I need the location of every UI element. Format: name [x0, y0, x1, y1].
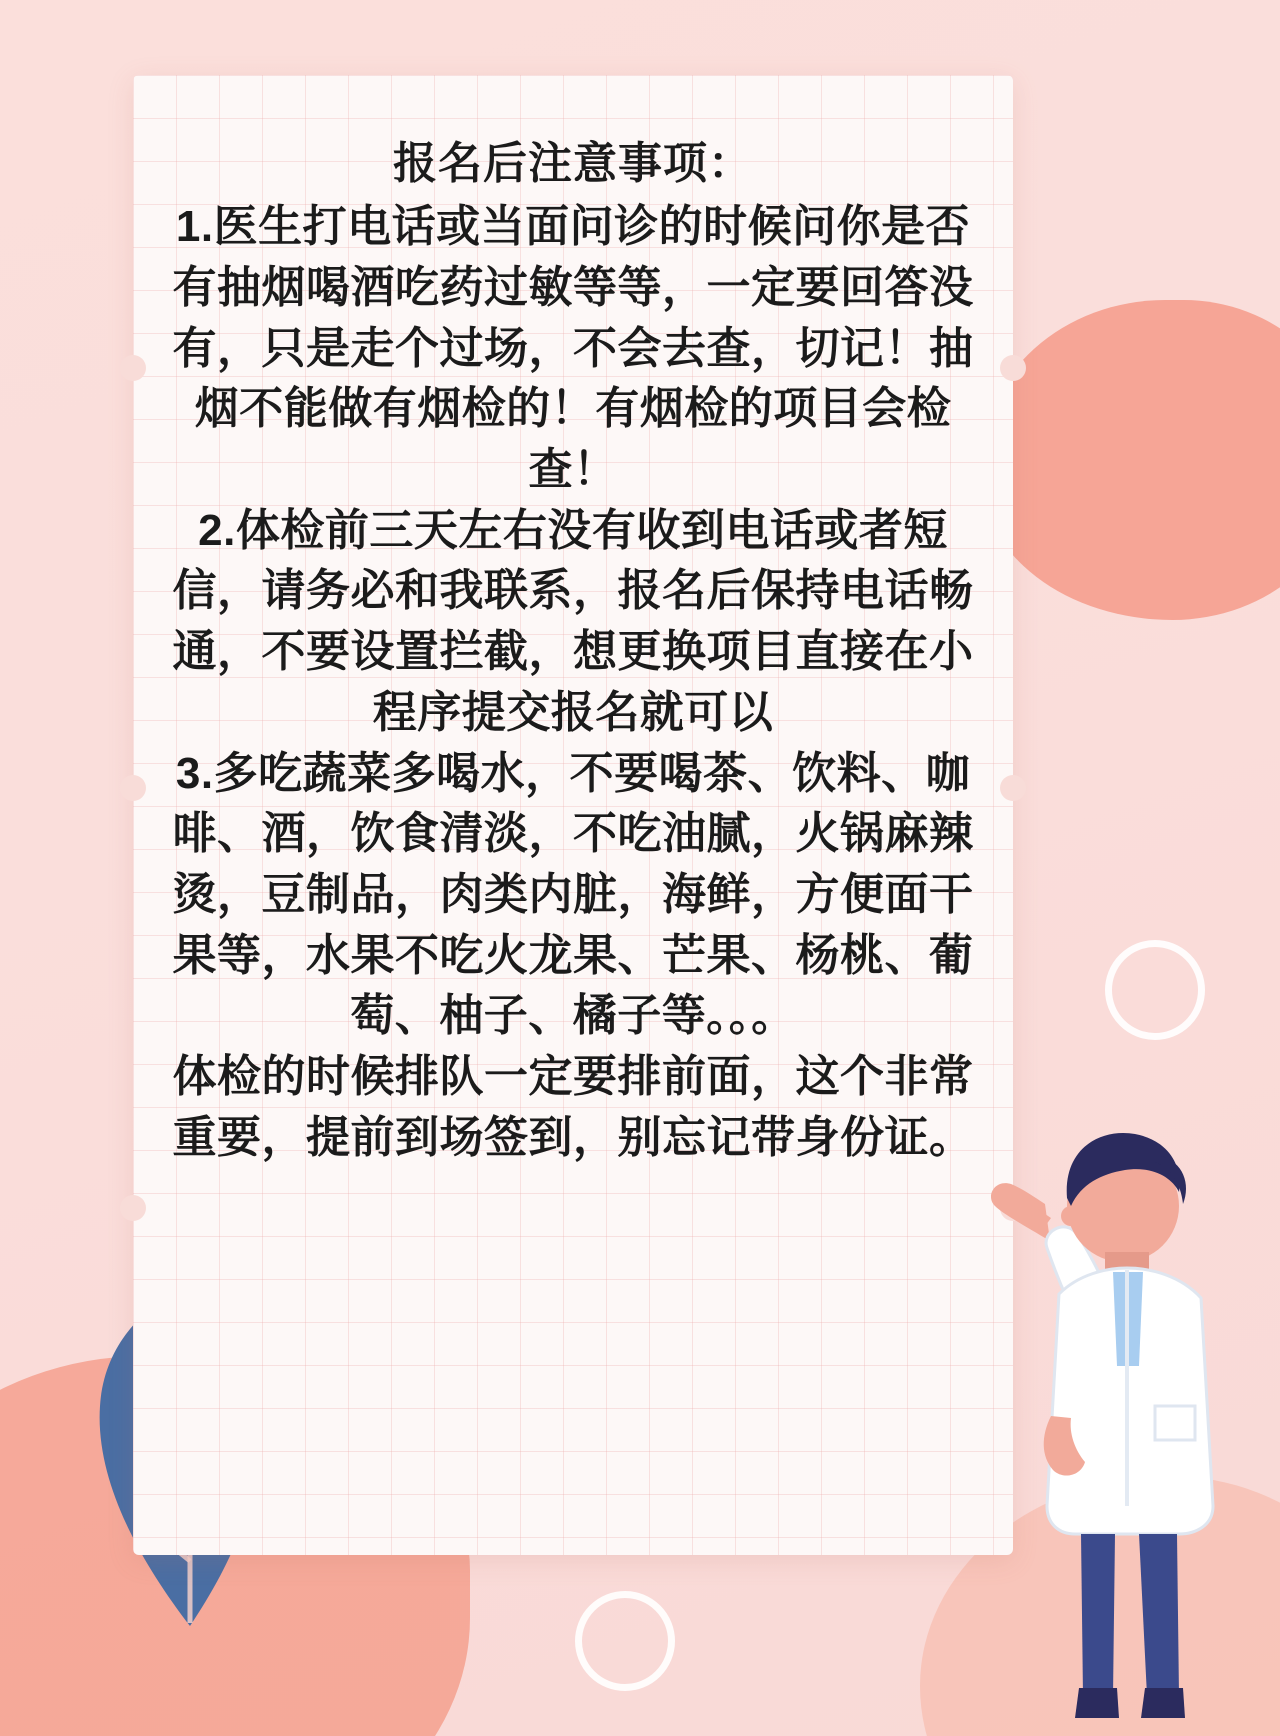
decor-circle-outline-bottom — [575, 1591, 675, 1691]
doctor-illustration — [955, 1036, 1245, 1736]
note-paragraph-3: 3.多吃蔬菜多喝水，不要喝茶、饮料、咖啡、酒，饮食清淡，不吃油腻，火锅麻辣烫，豆制品，肉类内脏，海鲜，方便面干果等，水果不吃火龙果、芒果、杨桃、葡萄、柚子、橘子等。。。 — [172, 748, 974, 1041]
decor-circle-outline-right — [1105, 940, 1205, 1040]
card-notch — [120, 1195, 146, 1221]
note-content — [133, 135, 1013, 1169]
note-title: 报名后注意事项： — [393, 139, 753, 188]
note-card — [133, 75, 1013, 1555]
decor-blob-top-right — [980, 300, 1280, 620]
note-paragraph-1: 1.医生打电话或当面问诊的时候问你是否有抽烟喝酒吃药过敏等等，一定要回答没有，只是走个过场，不会去查，切记！抽烟不能做有烟检的！有烟检的项目会检查！ — [172, 202, 974, 494]
note-paragraph-2: 2.体检前三天左右没有收到电话或者短信，请务必和我联系，报名后保持电话畅通，不要设置拦截，想更换项目直接在小程序提交报名就可以 — [172, 505, 974, 737]
note-paragraph-4: 体检的时候排队一定要排前面，这个非常重要，提前到场签到，别忘记带身份证。 — [172, 1052, 974, 1162]
